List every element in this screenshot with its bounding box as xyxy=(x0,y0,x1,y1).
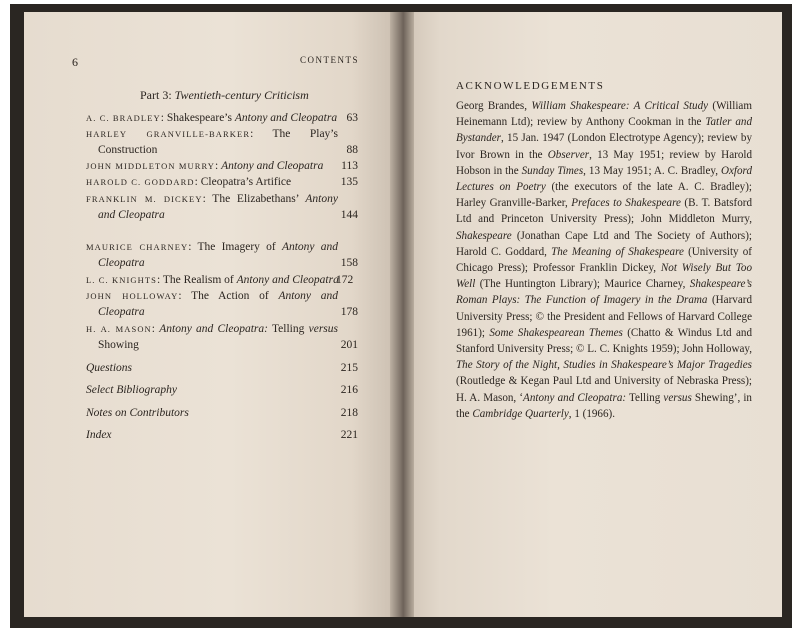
toc-title: The Realism of xyxy=(162,274,237,286)
toc-title-italic: Antony and Cleopatra xyxy=(234,112,338,124)
ack-italic-title: The Story of the Night, Studies in Shakespeare’s Major Tragedies xyxy=(456,359,752,372)
toc-page-number: 88 xyxy=(346,144,358,156)
ack-text: (William Heinemann Ltd); review by Anthony Cookman in the xyxy=(456,100,752,129)
ack-text: , 13 May 1951; A. C. Bradley, xyxy=(583,164,721,177)
toc-page-number: 218 xyxy=(340,407,358,419)
ack-italic-title: William Shakespeare: A Critical Study xyxy=(531,100,709,112)
toc-entry-mason xyxy=(86,321,358,353)
toc-title: The Imagery of xyxy=(197,241,282,253)
toc-page-number: 172 xyxy=(336,274,354,286)
ack-italic-title: Antony and Cleopatra: xyxy=(523,391,627,404)
toc-author: JOHN MIDDLETON MURRY xyxy=(86,161,216,171)
toc-author: A. C. BRADLEY xyxy=(86,113,161,123)
ack-text: , 1 (1966). xyxy=(568,407,615,420)
toc-author: L. C. KNIGHTS xyxy=(86,275,157,285)
ack-text: (The Huntington Library); Maurice Charney, xyxy=(475,278,690,291)
ack-italic-title: Tatler and Bystander xyxy=(456,116,752,145)
ack-italic-title: Not Wisely But Too Well xyxy=(456,262,753,291)
toc-author: MAURICE CHARNEY xyxy=(86,242,189,252)
toc-page-number: 216 xyxy=(340,384,358,396)
toc-entry: A. C. BRADLEY: Shakespeare’s Antony and Cleopatra 63 xyxy=(86,112,358,124)
ack-text: (Jonathan Cape Ltd and The Society of Authors); Harold C. Goddard, xyxy=(456,229,752,258)
toc-select-bibliography xyxy=(86,384,358,396)
toc-title-italic: Antony and Cleopatra: xyxy=(159,323,268,335)
ack-italic-title: Shakespeare’s Roman Plays: The Function of Imagery in the Drama xyxy=(456,278,752,307)
book-gutter xyxy=(390,12,414,617)
toc-title-italic: Antony and Cleopatra xyxy=(98,290,339,318)
toc-entry: HAROLD C. GODDARD: Cleopatra’s Artifice 135 xyxy=(86,176,358,188)
ack-italic-title: Shakespeare xyxy=(456,229,512,242)
toc-entry-granville-barker xyxy=(86,126,358,158)
toc-page-number: 158 xyxy=(340,257,358,269)
toc-title-italic: Antony and Cleopatra xyxy=(236,274,339,286)
toc-author: FRANKLIN M. DICKEY xyxy=(86,194,203,204)
toc-title: The Play’s Construction xyxy=(98,128,338,156)
toc-entry: L. C. KNIGHTS: The Realism of Antony and Cleopatra 172 xyxy=(86,272,358,288)
toc-entry-holloway xyxy=(86,288,358,320)
toc-entry-goddard xyxy=(86,174,358,190)
ack-italic-title: Oxford Lectures on Poetry xyxy=(456,164,752,194)
toc-questions xyxy=(86,362,358,374)
ack-text: (University of Chicago Press); Professor Franklin Dickey, xyxy=(456,245,752,275)
toc-title: The Elizabethans’ xyxy=(212,193,306,205)
ack-text: (Chatto & Windus Ltd and Stanford University Press; © L. C. Knights 1959); John Holloway, xyxy=(456,326,752,356)
toc-entry-bradley xyxy=(86,110,358,126)
toc-page-number: 135 xyxy=(340,176,358,188)
toc-page-number: 144 xyxy=(340,209,358,221)
toc-entry: JOHN MIDDLETON MURRY: Antony and Cleopatra 113 xyxy=(86,160,358,172)
ack-italic-title: Some Shakespearean Themes xyxy=(489,326,623,339)
part-title: Twentieth-century Criticism xyxy=(174,88,309,102)
toc-notes-on-contributors xyxy=(86,407,358,419)
back-matter-label: Select Bibliography xyxy=(86,384,178,396)
back-matter-label: Index xyxy=(86,429,112,441)
toc-title: The Action of xyxy=(191,290,279,302)
ack-text: (the executors of the late A. C. Bradley); Harley Granville-Barker, xyxy=(456,181,752,210)
ack-italic-title: The Meaning of Shakespeare xyxy=(551,245,684,258)
toc-author: HARLEY GRANVILLE-BARKER xyxy=(86,129,251,139)
ack-text: (B. T. Batsford Ltd and Princeton University Press); John Middleton Murry, xyxy=(456,197,752,226)
ack-text: Shewing’, in the xyxy=(456,391,752,420)
toc-title: Cleopatra’s Artifice xyxy=(200,176,292,188)
toc-author: JOHN HOLLOWAY xyxy=(86,291,179,301)
back-matter-label: Notes on Contributors xyxy=(86,407,189,419)
acknowledgements-body xyxy=(456,98,752,422)
ack-italic-title: Prefaces to Shakespeare xyxy=(571,197,681,210)
ack-text: , 13 May 1951; review by Harold Hobson in the xyxy=(456,148,752,177)
toc-page-number: 113 xyxy=(341,160,358,172)
toc-page-number: 63 xyxy=(346,112,358,124)
ack-italic-title: Cambridge Quarterly xyxy=(472,407,569,420)
part-heading xyxy=(140,88,309,103)
running-head: CONTENTS xyxy=(300,55,359,65)
toc-entry-murry xyxy=(86,158,358,174)
toc-entry: MAURICE CHARNEY: The Imagery of Antony and Cleopatra 158 xyxy=(86,241,358,269)
toc-title: Shakespeare’s xyxy=(166,112,235,124)
toc-page-number: 201 xyxy=(340,339,358,351)
ack-text: Telling xyxy=(626,391,664,404)
ack-italic-title: Observer xyxy=(547,148,590,161)
back-matter-label: Questions xyxy=(86,362,132,374)
toc-page-number: 178 xyxy=(340,306,358,318)
part-prefix: Part 3: xyxy=(140,88,175,102)
toc-index xyxy=(86,429,358,441)
toc-page-number: 215 xyxy=(340,362,358,374)
toc-author: H. A. MASON xyxy=(86,324,152,334)
toc-author: HAROLD C. GODDARD xyxy=(86,177,195,187)
toc-title-italic: Antony and Cleopatra xyxy=(98,241,338,269)
toc-entry: HARLEY GRANVILLE-BARKER: The Play’s Construction 88 xyxy=(86,128,358,156)
toc-entry: JOHN HOLLOWAY: The Action of Antony and Cleopatra 178 xyxy=(86,290,358,318)
toc-entry: FRANKLIN M. DICKEY: The Elizabethans’ Antony and Cleopatra 144 xyxy=(86,193,358,221)
ack-text: , 15 Jan. 1947 (London Electrotype Agency); review by Ivor Brown in the xyxy=(456,132,752,161)
ack-text: (Harvard University Press; © the President and Fellows of Harvard College 1961); xyxy=(456,294,752,339)
toc-title-italic: Antony and Cleopatra xyxy=(98,193,338,221)
toc-entry: H. A. MASON: Antony and Cleopatra: Telling versus Showing 201 xyxy=(86,323,358,351)
ack-italic-title: versus xyxy=(663,391,692,404)
ack-italic-title: Sunday Times xyxy=(521,164,584,177)
toc-entry-knights xyxy=(86,272,358,288)
ack-text: (Routledge & Kegan Paul Ltd and University of Nebraska Press); H. A. Mason, ‘ xyxy=(456,375,752,404)
toc-entry-charney xyxy=(86,239,358,271)
acknowledgements-heading: ACKNOWLEDGEMENTS xyxy=(456,80,605,92)
toc-entry-dickey xyxy=(86,191,358,223)
toc-page-number: 221 xyxy=(340,429,358,441)
page-number: 6 xyxy=(72,55,78,69)
toc-title-italic: Antony and Cleopatra xyxy=(221,160,324,172)
ack-text: Georg Brandes, xyxy=(456,100,532,112)
